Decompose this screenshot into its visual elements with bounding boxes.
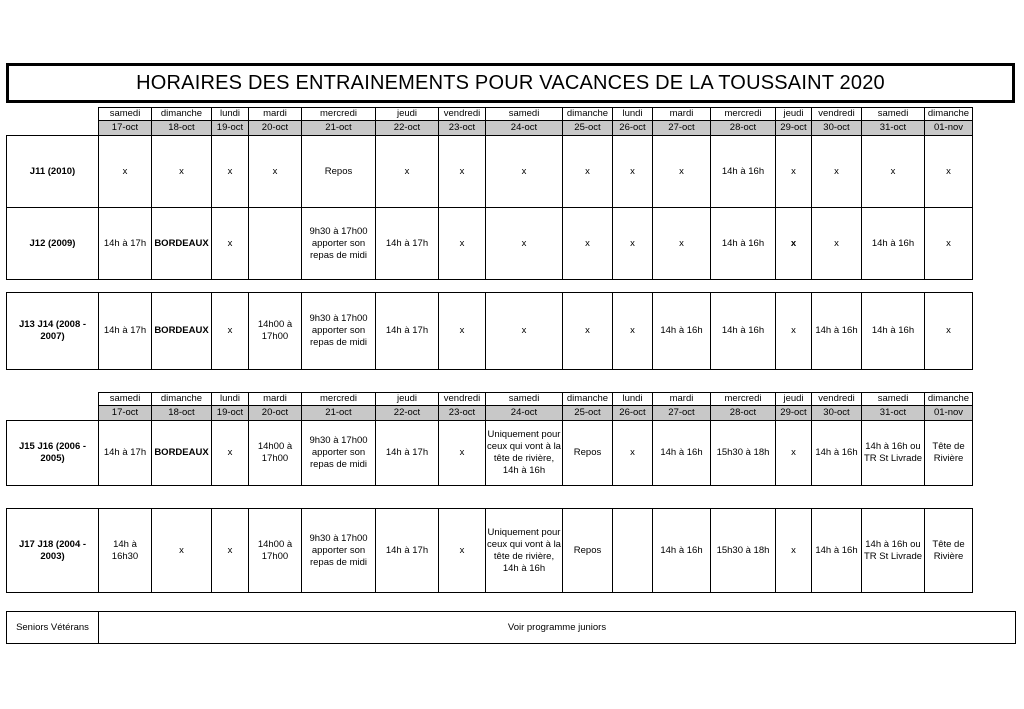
date-header-row xyxy=(7,121,973,136)
schedule-cell: x xyxy=(776,421,812,486)
schedule-cell: x xyxy=(99,136,152,208)
schedule-cell: 14h à 16h xyxy=(653,509,711,593)
day-header: mardi xyxy=(249,108,302,121)
schedule-cell: 14h à 17h xyxy=(99,208,152,280)
schedule-cell: 14h à 16h xyxy=(812,509,862,593)
schedule-cell: 14h00 à 17h00 xyxy=(249,421,302,486)
schedule-cell: x xyxy=(925,293,973,370)
schedule-cell: Repos xyxy=(563,509,613,593)
day-header: mercredi xyxy=(302,108,376,121)
day-header: mercredi xyxy=(711,108,776,121)
schedule-cell: 9h30 à 17h00 apporter son repas de midi xyxy=(302,421,376,486)
schedule-cell: 14h à 16h xyxy=(812,421,862,486)
schedule-cell: 14h à 17h xyxy=(99,293,152,370)
date-header: 20-oct xyxy=(249,121,302,136)
date-header: 18-oct xyxy=(152,406,212,421)
day-header: samedi xyxy=(486,393,563,406)
date-header: 29-oct xyxy=(776,121,812,136)
schedule-cell: 14h à 17h xyxy=(376,293,439,370)
schedule-cell: 9h30 à 17h00 apporter son repas de midi xyxy=(302,509,376,593)
seniors-value: Voir programme juniors xyxy=(99,612,1016,644)
schedule-cell: 9h30 à 17h00 apporter son repas de midi xyxy=(302,208,376,280)
schedule-cell: x xyxy=(776,136,812,208)
day-header: samedi xyxy=(862,108,925,121)
schedule-cell: x xyxy=(653,136,711,208)
day-header: dimanche xyxy=(152,393,212,406)
day-header: lundi xyxy=(212,108,249,121)
schedule-cell: x xyxy=(212,509,249,593)
seniors-table xyxy=(6,611,1016,644)
day-header: mercredi xyxy=(302,393,376,406)
day-header: mardi xyxy=(653,393,711,406)
schedule-cell: x xyxy=(613,208,653,280)
schedule-cell: x xyxy=(376,136,439,208)
day-header-row xyxy=(7,108,973,121)
day-header: jeudi xyxy=(776,108,812,121)
date-header: 17-oct xyxy=(99,406,152,421)
date-header: 19-oct xyxy=(212,406,249,421)
schedule-cell: x xyxy=(776,208,812,280)
schedule-cell: x xyxy=(613,421,653,486)
group-label: J11 (2010) xyxy=(7,136,99,208)
group-row xyxy=(7,421,973,486)
date-header: 26-oct xyxy=(613,121,653,136)
day-header: dimanche xyxy=(925,108,973,121)
schedule-cell: 14h à 16h xyxy=(653,421,711,486)
day-header: lundi xyxy=(613,108,653,121)
schedule-cell: x xyxy=(613,293,653,370)
schedule-cell: x xyxy=(486,136,563,208)
date-header: 25-oct xyxy=(563,406,613,421)
schedule-cell: x xyxy=(925,208,973,280)
header-corner xyxy=(7,406,99,421)
schedule-cell: x xyxy=(563,136,613,208)
schedule-cell: x xyxy=(152,509,212,593)
date-header: 31-oct xyxy=(862,121,925,136)
schedule-cell: x xyxy=(613,136,653,208)
schedule-cell: x xyxy=(152,136,212,208)
schedule-cell: x xyxy=(439,293,486,370)
date-header: 28-oct xyxy=(711,406,776,421)
schedule-cell: x xyxy=(563,293,613,370)
date-header: 19-oct xyxy=(212,121,249,136)
schedule-cell: BORDEAUX xyxy=(152,421,212,486)
schedule-cell: Tête de Rivière xyxy=(925,421,973,486)
date-header: 30-oct xyxy=(812,406,862,421)
schedule-cell: x xyxy=(563,208,613,280)
schedule-cell: x xyxy=(776,509,812,593)
date-header: 18-oct xyxy=(152,121,212,136)
schedule-cell: 9h30 à 17h00 apporter son repas de midi xyxy=(302,293,376,370)
schedule-table-block3 xyxy=(6,392,973,486)
date-header: 20-oct xyxy=(249,406,302,421)
schedule-table-block4 xyxy=(6,508,973,593)
schedule-cell: 14h à 16h xyxy=(711,293,776,370)
schedule-cell: x xyxy=(212,293,249,370)
schedule-cell: 14h à 16h ou TR St Livrade xyxy=(862,421,925,486)
day-header: mercredi xyxy=(711,393,776,406)
date-header: 22-oct xyxy=(376,406,439,421)
day-header: dimanche xyxy=(152,108,212,121)
schedule-cell: BORDEAUX xyxy=(152,208,212,280)
day-header: samedi xyxy=(486,108,563,121)
day-header: mardi xyxy=(653,108,711,121)
group-label: J15 J16 (2006 - 2005) xyxy=(7,421,99,486)
schedule-cell: 14h à 16h xyxy=(711,208,776,280)
schedule-cell: Uniquement pour ceux qui vont à la tête de rivière, 14h à 16h xyxy=(486,421,563,486)
group-row xyxy=(7,136,973,208)
schedule-cell: x xyxy=(212,208,249,280)
group-label: J13 J14 (2008 - 2007) xyxy=(7,293,99,370)
group-label: J12 (2009) xyxy=(7,208,99,280)
schedule-cell: x xyxy=(486,208,563,280)
day-header: jeudi xyxy=(776,393,812,406)
schedule-cell: Tête de Rivière xyxy=(925,509,973,593)
date-header: 27-oct xyxy=(653,121,711,136)
day-header: dimanche xyxy=(563,393,613,406)
schedule-cell: x xyxy=(439,509,486,593)
schedule-cell: 14h à 16h xyxy=(711,136,776,208)
schedule-cell xyxy=(613,509,653,593)
schedule-cell: 14h à 16h xyxy=(862,208,925,280)
schedule-cell: x xyxy=(862,136,925,208)
schedule-cell: x xyxy=(776,293,812,370)
date-header: 21-oct xyxy=(302,406,376,421)
schedule-cell xyxy=(249,208,302,280)
group-row xyxy=(7,293,973,370)
date-header: 29-oct xyxy=(776,406,812,421)
group-row xyxy=(7,208,973,280)
date-header: 01-nov xyxy=(925,406,973,421)
day-header: dimanche xyxy=(563,108,613,121)
date-header: 21-oct xyxy=(302,121,376,136)
schedule-cell: 14h à 16h30 xyxy=(99,509,152,593)
day-header: jeudi xyxy=(376,108,439,121)
day-header: dimanche xyxy=(925,393,973,406)
schedule-cell: BORDEAUX xyxy=(152,293,212,370)
date-header: 22-oct xyxy=(376,121,439,136)
seniors-label: Seniors Vétérans xyxy=(7,612,99,644)
date-header: 27-oct xyxy=(653,406,711,421)
schedule-cell: 14h à 16h ou TR St Livrade xyxy=(862,509,925,593)
date-header: 30-oct xyxy=(812,121,862,136)
date-header: 26-oct xyxy=(613,406,653,421)
schedule-cell: x xyxy=(249,136,302,208)
date-header: 25-oct xyxy=(563,121,613,136)
schedule-cell: 14h à 17h xyxy=(376,509,439,593)
schedule-cell: x xyxy=(812,136,862,208)
day-header: vendredi xyxy=(812,108,862,121)
group-row xyxy=(7,509,973,593)
day-header: vendredi xyxy=(439,393,486,406)
day-header: samedi xyxy=(99,393,152,406)
date-header: 23-oct xyxy=(439,406,486,421)
schedule-cell: x xyxy=(486,293,563,370)
group-label: J17 J18 (2004 - 2003) xyxy=(7,509,99,593)
day-header: lundi xyxy=(613,393,653,406)
schedule-table-block1 xyxy=(6,107,973,280)
header-corner xyxy=(7,121,99,136)
schedule-cell: x xyxy=(653,208,711,280)
day-header: mardi xyxy=(249,393,302,406)
schedule-cell: Repos xyxy=(563,421,613,486)
date-header: 28-oct xyxy=(711,121,776,136)
schedule-cell: 14h00 à 17h00 xyxy=(249,509,302,593)
date-header: 24-oct xyxy=(486,121,563,136)
day-header: samedi xyxy=(99,108,152,121)
schedule-cell: x xyxy=(439,136,486,208)
date-header: 01-nov xyxy=(925,121,973,136)
schedule-cell: 15h30 à 18h xyxy=(711,509,776,593)
schedule-cell: 14h à 17h xyxy=(99,421,152,486)
schedule-cell: Repos xyxy=(302,136,376,208)
schedule-cell: 14h à 16h xyxy=(812,293,862,370)
date-header: 31-oct xyxy=(862,406,925,421)
day-header: vendredi xyxy=(439,108,486,121)
day-header: lundi xyxy=(212,393,249,406)
date-header: 17-oct xyxy=(99,121,152,136)
schedule-cell: x xyxy=(925,136,973,208)
schedule-cell: x xyxy=(439,421,486,486)
date-header: 23-oct xyxy=(439,121,486,136)
day-header: vendredi xyxy=(812,393,862,406)
schedule-cell: 14h à 17h xyxy=(376,421,439,486)
schedule-cell: 14h à 16h xyxy=(862,293,925,370)
schedule-cell: Uniquement pour ceux qui vont à la tête de rivière, 14h à 16h xyxy=(486,509,563,593)
schedule-cell: x xyxy=(212,421,249,486)
schedule-cell: 15h30 à 18h xyxy=(711,421,776,486)
date-header: 24-oct xyxy=(486,406,563,421)
seniors-row xyxy=(7,612,1016,644)
day-header-row xyxy=(7,393,973,406)
schedule-cell: x xyxy=(212,136,249,208)
schedule-cell: 14h00 à 17h00 xyxy=(249,293,302,370)
day-header: jeudi xyxy=(376,393,439,406)
schedule-cell: 14h à 17h xyxy=(376,208,439,280)
page-title: HORAIRES DES ENTRAINEMENTS POUR VACANCES DE LA TOUSSAINT 2020 xyxy=(6,63,1015,103)
schedule-table-block2 xyxy=(6,292,973,370)
date-header-row xyxy=(7,406,973,421)
schedule-cell: x xyxy=(812,208,862,280)
day-header: samedi xyxy=(862,393,925,406)
header-corner xyxy=(7,393,99,406)
header-corner xyxy=(7,108,99,121)
schedule-cell: x xyxy=(439,208,486,280)
schedule-cell: 14h à 16h xyxy=(653,293,711,370)
